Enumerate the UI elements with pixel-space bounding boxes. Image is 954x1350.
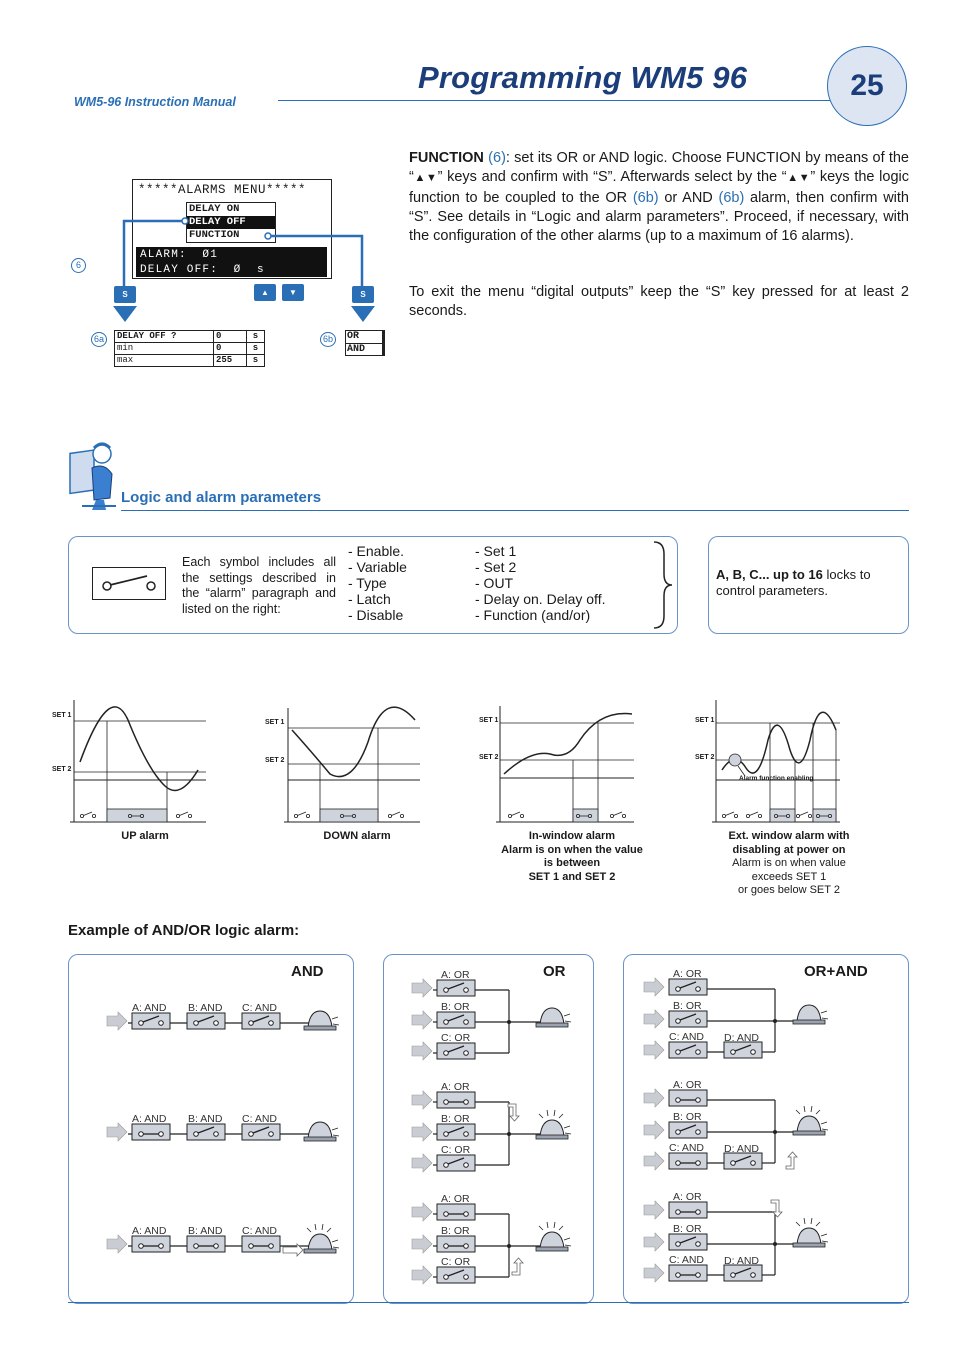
switch-contact	[444, 1244, 449, 1249]
switch-contact	[731, 1273, 736, 1278]
switch-contact	[696, 1050, 701, 1055]
s-key-button-left[interactable]: S	[114, 286, 136, 303]
list-item: - OUT	[475, 575, 514, 591]
junction	[773, 1130, 777, 1134]
caption-up-alarm	[80, 830, 210, 844]
chart-switch-icon	[796, 812, 811, 818]
example-heading: Example of AND/OR logic alarm:	[68, 922, 300, 939]
alarm-waveform-charts	[0, 690, 954, 840]
switch-box	[669, 1153, 707, 1169]
switch-box	[242, 1013, 280, 1029]
ext-window-alarm-chart	[712, 700, 840, 822]
caption-line: is between	[543, 857, 601, 869]
switch-contact	[751, 1050, 756, 1055]
switch-contact	[214, 1021, 219, 1026]
switch-label: C: AND	[669, 1142, 705, 1154]
switch-contact	[676, 1242, 681, 1247]
lamp-rays	[539, 1110, 563, 1118]
table-cell-unit: s	[252, 343, 259, 353]
lcd-line-delay: DELAY OFF: Ø s	[140, 264, 265, 276]
switch-contact	[676, 1098, 681, 1103]
table-cell-name: max	[115, 355, 214, 366]
lamp-horn	[564, 1014, 571, 1022]
alarm-lamp-icon	[540, 1008, 564, 1024]
switch-label: B: OR	[673, 1000, 702, 1012]
lamp-rays	[796, 1218, 820, 1226]
ref-label-6b: 6b	[320, 332, 336, 347]
chart-switch-icon	[388, 812, 403, 818]
switch-contact	[696, 1161, 701, 1166]
switch-label: B: OR	[441, 1001, 470, 1013]
switch-contact	[444, 1163, 449, 1168]
delay-off-table	[114, 330, 265, 367]
switch-contact	[444, 1051, 449, 1056]
switch-contact	[249, 1132, 254, 1137]
switch-box	[669, 1122, 707, 1138]
alarm-lamp-icon	[308, 1122, 332, 1138]
lamp-base	[536, 1135, 568, 1139]
switch-contact	[751, 1273, 756, 1278]
switch-box	[669, 1042, 707, 1058]
switch-label: C: AND	[242, 1002, 278, 1014]
input-arrow-icon	[644, 1089, 664, 1107]
table-cell-name: min	[115, 343, 214, 354]
switch-box	[669, 1011, 707, 1027]
input-arrow-icon	[412, 1042, 432, 1060]
lamp-base	[536, 1247, 568, 1251]
switch-box	[132, 1124, 170, 1140]
table-cell-name: DELAY OFF ?	[115, 331, 214, 342]
switch-contact	[249, 1021, 254, 1026]
list-item: - Type	[348, 575, 387, 591]
list-item: - Variable	[348, 559, 407, 575]
switch-contact	[444, 988, 449, 993]
switch-contact	[139, 1244, 144, 1249]
switch-contact	[139, 1132, 144, 1137]
function-text-b: ” keys and confirm with “S”. Afterwards select by the “	[437, 169, 787, 186]
switch-box	[669, 1265, 707, 1281]
list-item: - Delay on. Delay off.	[475, 591, 606, 607]
input-arrow-icon	[644, 1152, 664, 1170]
switch-contact	[676, 1019, 681, 1024]
lamp-rays	[796, 1106, 820, 1114]
switch-contact	[676, 1130, 681, 1135]
or-option: OR	[346, 331, 382, 344]
switch-box	[669, 1202, 707, 1218]
reading-man-icon	[66, 440, 120, 512]
page-number: 25	[827, 46, 907, 126]
locks-note-rest: locks to control parameters.	[716, 567, 871, 598]
chart-switch-icon	[294, 812, 309, 818]
table-cell-value: 0	[214, 343, 247, 354]
switch-box	[724, 1265, 762, 1281]
lamp-horn	[332, 1128, 339, 1136]
chart4-set1-label: SET 1	[695, 717, 715, 724]
switch-contact	[269, 1132, 274, 1137]
and-option: AND	[347, 344, 366, 355]
table-cell-unit: s	[252, 331, 259, 341]
table-row	[115, 331, 264, 343]
input-arrow-icon	[412, 979, 432, 997]
output-arrow-icon	[508, 1104, 519, 1121]
alarm-lamp-icon	[308, 1234, 332, 1250]
switch-contact	[676, 987, 681, 992]
input-arrow-icon	[107, 1235, 127, 1253]
switch-contact	[464, 1275, 469, 1280]
switch-contact	[696, 1098, 701, 1103]
input-arrow-icon	[412, 1123, 432, 1141]
output-arrow-icon	[512, 1258, 523, 1275]
function-keyword: FUNCTION	[409, 150, 484, 166]
switch-box	[437, 1236, 475, 1252]
input-arrow-icon	[644, 1041, 664, 1059]
ref-label-6: 6	[71, 258, 86, 273]
lamp-horn	[332, 1017, 339, 1025]
switch-label: B: AND	[188, 1113, 223, 1125]
chart1-set1-label: SET 1	[52, 712, 72, 719]
input-arrow-icon	[644, 1121, 664, 1139]
locks-note	[716, 567, 904, 599]
ref-6b-or: (6b)	[632, 189, 659, 206]
list-item: - Latch	[348, 591, 391, 607]
input-arrow-icon	[107, 1123, 127, 1141]
switch-contact	[139, 1021, 144, 1026]
switch-contact	[159, 1132, 164, 1137]
or-and-box	[345, 330, 385, 356]
alarm-enabling-annotation: Alarm function enabling	[739, 775, 814, 782]
caption-line: In-window alarm	[528, 830, 616, 842]
switch-label: A: AND	[132, 1002, 167, 1014]
lamp-base	[793, 1131, 825, 1135]
switch-label: B: OR	[673, 1223, 702, 1235]
lamp-horn	[564, 1238, 571, 1246]
switch-contact	[444, 1212, 449, 1217]
switch-contact	[676, 1161, 681, 1166]
switch-label: A: OR	[441, 1081, 470, 1093]
junction	[507, 1132, 511, 1136]
switch-box	[132, 1013, 170, 1029]
switch-box	[187, 1236, 225, 1252]
switch-contact	[444, 1275, 449, 1280]
switch-label: A: AND	[132, 1113, 167, 1125]
function-text-c: ” keys the logic function to be coupled to the OR	[409, 169, 909, 206]
lamp-base	[793, 1020, 825, 1024]
switch-label: B: OR	[673, 1111, 702, 1123]
switch-box	[242, 1236, 280, 1252]
lamp-rays	[539, 1222, 563, 1230]
switch-label: B: OR	[441, 1113, 470, 1125]
down-key-button[interactable]	[282, 284, 304, 301]
switch-contact	[676, 1210, 681, 1215]
lamp-horn	[821, 1122, 828, 1130]
curly-brace-icon	[648, 540, 674, 630]
lcd-menu-title: *****ALARMS MENU*****	[138, 183, 307, 197]
lamp-rays	[307, 1224, 331, 1232]
chart-switch-icon	[610, 812, 625, 818]
switch-contact	[194, 1132, 199, 1137]
locks-note-strong: A, B, C... up to 16	[716, 567, 823, 582]
chart-switch-icon	[176, 812, 191, 818]
lamp-horn	[332, 1240, 339, 1248]
ref-6: (6)	[488, 150, 506, 166]
lcd-item-delay-on: DELAY ON	[189, 203, 240, 215]
lamp-horn	[821, 1234, 828, 1242]
switch-label: A: AND	[132, 1225, 167, 1237]
switch-label: A: OR	[673, 1079, 702, 1091]
switch-box	[437, 1267, 475, 1283]
switch-box	[437, 1043, 475, 1059]
switch-contact	[696, 1242, 701, 1247]
alarm-lamp-icon	[797, 1228, 821, 1244]
switch-contact	[269, 1021, 274, 1026]
switch-contact	[696, 1019, 701, 1024]
list-item: - Enable.	[348, 543, 405, 559]
caption-in-window	[490, 830, 654, 884]
function-text-a: : set its OR or AND logic. Choose FUNCTION by means of the “	[409, 150, 909, 186]
switch-box	[437, 1092, 475, 1108]
switch-box	[187, 1013, 225, 1029]
switch-contact	[464, 1212, 469, 1217]
caption-line: SET 1 and SET 2	[528, 870, 616, 883]
chart1-set2-label: SET 2	[52, 766, 72, 773]
junction	[507, 1244, 511, 1248]
switch-box	[437, 1204, 475, 1220]
alarm-lamp-icon	[797, 1116, 821, 1132]
caption-line: exceeds SET 1	[751, 870, 827, 883]
caption-down-alarm	[292, 830, 422, 844]
caption-line: Ext. window alarm with	[728, 830, 850, 842]
switch-contact	[269, 1244, 274, 1249]
up-down-keys-icon-2: ▲▼	[786, 172, 811, 185]
switch-box	[437, 1012, 475, 1028]
table-cell-value: 0	[214, 331, 247, 342]
param-list-1	[348, 543, 407, 623]
input-arrow-icon	[107, 1012, 127, 1030]
lamp-horn	[564, 1126, 571, 1134]
up-arrow-icon: ▲	[261, 288, 269, 297]
input-arrow-icon	[644, 1233, 664, 1251]
input-arrow-icon	[644, 1201, 664, 1219]
switch-contact	[159, 1021, 164, 1026]
and-title: AND	[291, 963, 324, 980]
function-text-e: alarm, then confirm with “S”. See details in “Logic and alarm parameters”. Proceed, if necessary, with the configuration of the other alarms (up to a maximum of 16 alarms).	[409, 189, 909, 245]
switch-label: C: AND	[242, 1225, 278, 1237]
function-text-d: or AND	[658, 189, 719, 206]
ref-6b-and: (6b)	[718, 189, 745, 206]
switch-contact	[464, 1100, 469, 1105]
input-arrow-icon	[644, 978, 664, 996]
switch-box	[132, 1236, 170, 1252]
lcd-line-alarm: ALARM: Ø1	[140, 249, 219, 261]
switch-box	[724, 1153, 762, 1169]
lamp-base	[304, 1026, 336, 1030]
switch-box	[669, 1234, 707, 1250]
switch-contact	[464, 1163, 469, 1168]
down-alarm-chart	[284, 707, 420, 822]
chart-switch-icon	[508, 812, 523, 818]
switch-label: C: AND	[242, 1113, 278, 1125]
input-arrow-icon	[412, 1203, 432, 1221]
input-arrow-icon	[644, 1264, 664, 1282]
switch-label: C: OR	[441, 1032, 471, 1044]
switch-contact	[696, 1273, 701, 1278]
switch-contact	[464, 1132, 469, 1137]
chart2-set1-label: SET 1	[265, 719, 285, 726]
switch-contact	[464, 988, 469, 993]
caption-line: or goes below SET 2	[738, 884, 840, 896]
switch-label: D: AND	[724, 1255, 760, 1267]
switch-contact	[464, 1051, 469, 1056]
input-arrow-icon	[412, 1011, 432, 1029]
chart-switch-icon	[722, 812, 737, 818]
switch-contact	[214, 1132, 219, 1137]
output-arrow-icon	[771, 1200, 782, 1217]
input-arrow-icon	[412, 1091, 432, 1109]
switch-label: A: OR	[441, 969, 470, 981]
switch-contact	[159, 1244, 164, 1249]
chart-switch-icon	[80, 812, 95, 818]
alarm-lamp-icon	[308, 1011, 332, 1027]
caption-line: Alarm is on when the value	[501, 843, 643, 856]
lamp-horn	[821, 1011, 828, 1019]
switch-contact	[444, 1132, 449, 1137]
switch-contact	[751, 1161, 756, 1166]
output-arrow-icon	[786, 1152, 797, 1169]
in-window-alarm-chart	[496, 706, 634, 822]
switch-contact	[249, 1244, 254, 1249]
or-title: OR	[543, 963, 566, 980]
switch-label: C: AND	[669, 1254, 705, 1266]
logic-section-title: Logic and alarm parameters	[121, 489, 322, 506]
input-arrow-icon	[644, 1010, 664, 1028]
lamp-base	[536, 1023, 568, 1027]
input-arrow-icon	[412, 1235, 432, 1253]
switch-contact	[194, 1244, 199, 1249]
junction	[773, 1019, 777, 1023]
switch-contact	[696, 1210, 701, 1215]
junction	[507, 1020, 511, 1024]
chart3-set1-label: SET 1	[479, 717, 499, 724]
table-row	[115, 355, 264, 366]
switch-contact	[444, 1020, 449, 1025]
table-cell-value: 255	[214, 355, 247, 366]
input-arrow-icon	[412, 1266, 432, 1284]
up-alarm-chart	[70, 700, 206, 822]
up-down-keys-icon: ▲▼	[413, 172, 438, 185]
alarm-lamp-icon	[797, 1005, 821, 1021]
switch-label: B: AND	[188, 1002, 223, 1014]
lcd-item-function: FUNCTION	[189, 229, 240, 241]
table-cell-unit: s	[252, 355, 259, 365]
switch-contact	[444, 1100, 449, 1105]
caption-ext-window	[712, 830, 866, 898]
param-list-2	[475, 543, 605, 623]
switch-box	[437, 1124, 475, 1140]
s-key-button-right[interactable]: S	[352, 286, 374, 303]
switch-contact	[696, 1130, 701, 1135]
exit-paragraph: To exit the menu “digital outputs” keep the “S” key pressed for at least 2 seconds.	[409, 284, 909, 320]
lamp-base	[304, 1249, 336, 1253]
switch-contact	[676, 1050, 681, 1055]
switch-label: A: OR	[673, 968, 702, 980]
ref-label-6a: 6a	[91, 332, 107, 347]
caption-line: DOWN alarm	[323, 830, 391, 842]
switch-label: D: AND	[724, 1143, 760, 1155]
switch-contact	[696, 987, 701, 992]
chart4-set2-label: SET 2	[695, 754, 715, 761]
switch-box	[669, 979, 707, 995]
chart3-set2-label: SET 2	[479, 754, 499, 761]
logic-section-rule	[121, 510, 909, 511]
switch-box	[187, 1124, 225, 1140]
switch-box	[724, 1042, 762, 1058]
chart-switch-icon	[746, 812, 761, 818]
switch-label: B: AND	[188, 1225, 223, 1237]
alarm-lamp-icon	[540, 1232, 564, 1248]
table-row	[115, 343, 264, 355]
up-key-button[interactable]	[254, 284, 276, 301]
list-item: - Disable	[348, 607, 404, 623]
switch-contact	[214, 1244, 219, 1249]
caption-line: Alarm is on when value	[732, 857, 846, 869]
chart2-set2-label: SET 2	[265, 757, 285, 764]
switch-contact	[464, 1244, 469, 1249]
switch-contact	[194, 1021, 199, 1026]
switch-label: A: OR	[673, 1191, 702, 1203]
list-item: - Set 2	[475, 559, 517, 575]
switch-contact	[731, 1161, 736, 1166]
lamp-base	[304, 1137, 336, 1141]
switch-label: C: AND	[669, 1031, 705, 1043]
switch-box	[437, 980, 475, 996]
manual-subtitle: WM5-96 Instruction Manual	[74, 95, 236, 109]
down-arrow-icon: ▼	[289, 288, 297, 297]
switch-box	[242, 1124, 280, 1140]
list-item: - Set 1	[475, 543, 517, 559]
alarm-switch-symbol	[92, 567, 166, 600]
input-arrow-icon	[412, 1154, 432, 1172]
switch-label: B: OR	[441, 1225, 470, 1237]
list-item: - Function (and/or)	[475, 607, 591, 623]
switch-contact	[676, 1273, 681, 1278]
switch-label: C: OR	[441, 1256, 471, 1268]
alarm-lamp-icon	[540, 1120, 564, 1136]
lcd-item-delay-off: DELAY OFF	[187, 216, 275, 229]
page-title: Programming WM5 96	[418, 60, 748, 95]
switch-box	[437, 1155, 475, 1171]
caption-line: UP alarm	[121, 830, 169, 842]
lamp-base	[793, 1243, 825, 1247]
switch-label: A: OR	[441, 1193, 470, 1205]
switch-contact	[731, 1050, 736, 1055]
switch-icon	[93, 568, 164, 598]
switch-label: D: AND	[724, 1032, 760, 1044]
switch-contact	[464, 1020, 469, 1025]
symbol-description: Each symbol includes all the settings described in the “alarm” paragraph and listed on the right:	[182, 555, 336, 616]
junction	[773, 1242, 777, 1246]
orand-title: OR+AND	[804, 963, 868, 980]
switch-label: C: OR	[441, 1144, 471, 1156]
caption-line: disabling at power on	[732, 843, 846, 856]
switch-box	[669, 1090, 707, 1106]
